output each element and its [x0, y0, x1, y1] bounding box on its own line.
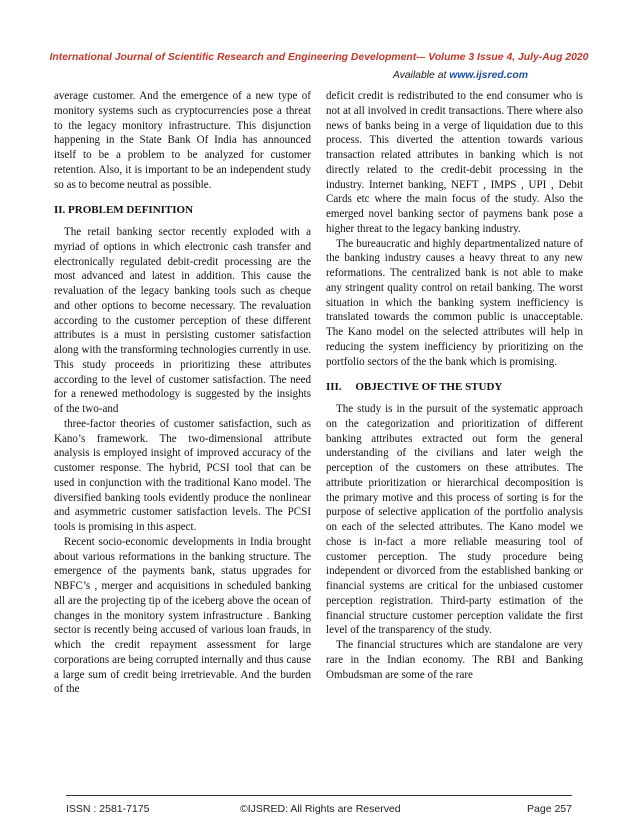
section-heading-objective: III. OBJECTIVE OF THE STUDY [326, 381, 503, 394]
left-paragraph-3: three-factor theories of customer satisfaction, such as Kano’s framework. The two-dimensional attribute analysis is employed insight of improved accuracy of the customer response. The hybrid, PCSI tool that can be used in conjunction with the traditional Kano model. The diversified banking tools evidently produce the nonlinear and asymmetric customer satisfaction levels. The PCSI tools is promising in this aspect. [54, 417, 311, 533]
available-label: Available at [392, 70, 447, 81]
left-paragraph-1: average customer. And the emergence of a new type of monitory systems such as cryptocurrencies pose a threat to the legacy monitory infrastructure. This disjunction happening in the State Bank Of India has announced itself to be a problem to be analyzed for customer retention. Also, it is important to be an independent study so as to become neutral as possible. [54, 90, 311, 191]
site-link[interactable]: www.ijsred.com [449, 70, 528, 81]
footer-issn: ISSN : 2581-7175 [66, 803, 150, 815]
footer-page-number: Page 257 [527, 803, 572, 815]
footer-copyright: ©IJSRED: All Rights are Reserved [240, 803, 401, 815]
left-paragraph-4: Recent socio-economic developments in India brought about various reformations in the banking structure. The emergence of the payments bank, status upgrades for NBFC’s , merger and acquisitions in scheduled banking all are the projecting tip of the iceberg above the ocean of changes in the monitory system infrastructure . Banking sector is recently being accused of various loan frauds, in which the credit repayment assessment for large corporations are being corrupted internally and thus cause a large sum of credit being irretrievable. And the burden of the [54, 535, 311, 696]
right-column [326, 89, 583, 682]
footer-divider [66, 795, 572, 796]
right-paragraph-2: The bureaucratic and highly departmentalized nature of the banking industry causes a heavy threat to any new reformations. The centralized bank is not able to make any stringent quality control on retail banking. The worst situation in which the banking system inefficiency is translated towards the common public is unacceptable. The Kano model on the selected attributes will help in reducing the system inefficiency by prioritizing on the portfolio sectors of the the bank which is promising. [326, 237, 583, 368]
left-paragraph-2: The retail banking sector recently exploded with a myriad of options in which electronic cash transfer and electronically regulated debit-credit processing are the most advanced and latest in addition. This cause the revaluation of the legacy banking tools such as cheque and other options to become necessary. The revaluation according to the customer perception of these different attributes is a must in persisting customer satisfaction along with the transforming technologies currently in use. This study proceeds in prioritizing these attributes according to the level of customer satisfaction. The need for a renewed methodology is suggested by the insights of the two-and [54, 226, 311, 415]
right-paragraph-4: The financial structures which are standalone are very rare in the Indian economy. The RBI and Banking Ombudsman are some of the rare [326, 639, 583, 681]
right-paragraph-3: The study is in the pursuit of the systematic approach on the categorization and prioritization of different banking attributes extracted out form the general understanding of the civilians and later weigh the perception of the customers on these attributes. The attribute prioritization or hierarchical decomposition is the primary motive and this process of sorting is for the purpose of selective application of the portfolio analysis on each of the selected attributes. The Kano model we chose is in-fact a more reliable measuring tool of customer perception. The study procedure being independent or divorced from the established banking or financial systems are critical for the unbiased customer perception registration. Third-party estimation of the financial structure customer perception validate the first level of the transparency of the study. [326, 403, 583, 637]
availability-line [393, 70, 528, 81]
right-paragraph-1: deficit credit is redistributed to the end consumer who is not at all involved in credit transactions. There where also news of banks being in a verge of liquidation due to this process. This diverted the attention towards various transaction related attributes in banking which is not directly related to the credit-debit processing in the industry. Internet banking, NEFT , IMPS , UPI , Debit Cards etc where the main focus of the study. Also the emerged novel banking sector of paymens bank pose a higher threat to the legacy banking industry. [326, 90, 583, 235]
section-heading-problem-definition: II. PROBLEM DEFINITION [54, 204, 194, 217]
journal-header: International Journal of Scientific Research and Engineering Development-– Volume 3 Issue 4, July-Aug 2020 [49, 52, 589, 63]
left-column [54, 89, 311, 697]
